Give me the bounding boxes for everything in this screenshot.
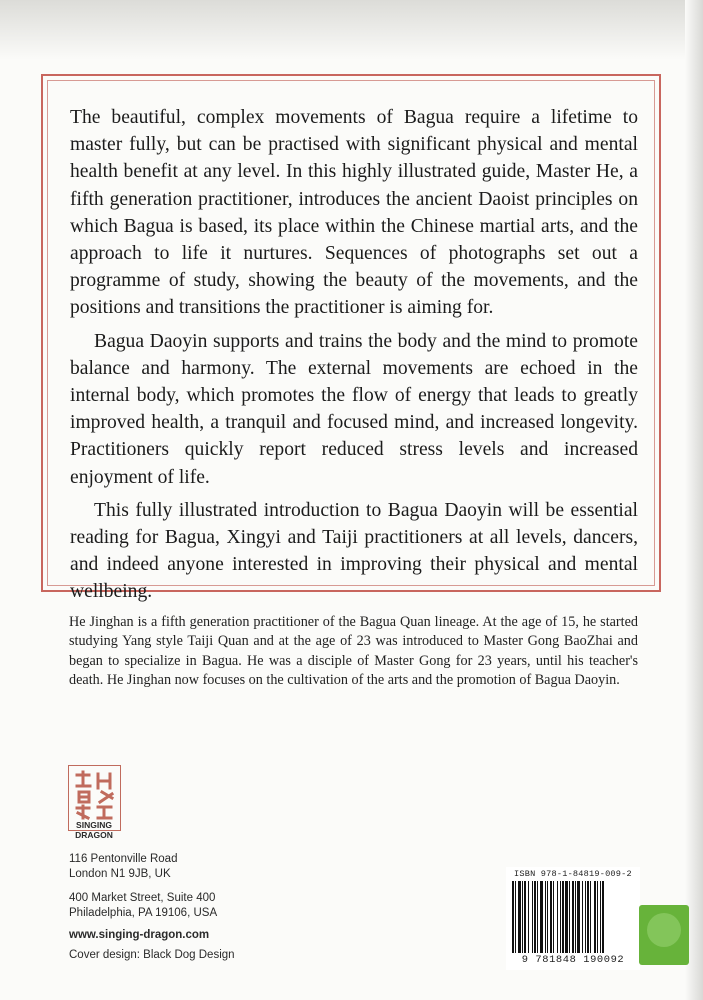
- blurb-paragraph-1: The beautiful, complex movements of Bagua require a lifetime to master fully, but can be practised with significant physical and mental health benefit at any level. In this highly illustrated guide, Master He, a fifth generation practitioner, introduces the ancient Daoist principles on which Bagua is based, its place within the Chinese martial arts, and the approach to life it nurtures. Sequences of photographs set out a programme of study, showing the beauty of the movements, and the positions and transitions the practitioner is aiming for.: [70, 107, 638, 319]
- isbn-label: ISBN 978-1-84819-009-2: [514, 869, 632, 879]
- address-uk-line-1: 116 Pentonville Road: [69, 853, 178, 865]
- price-sticker: [639, 905, 689, 965]
- right-edge-shadow: [685, 0, 703, 1000]
- address-us-line-2: Philadelphia, PA 19106, USA: [69, 907, 218, 919]
- blurb-paragraph-2: Bagua Daoyin supports and trains the body and the mind to promote balance and harmony. The external movements are echoed in the internal body, which promotes the flow of energy that leads to greatly improved health, a tranquil and focused mind, and increased longevity. Practitioners quickly report reduced stress levels and increased enjoyment of life.: [70, 330, 638, 488]
- isbn-digits: 9 781848 190092: [521, 954, 625, 966]
- blurb-text: [70, 104, 638, 606]
- cover-design-credit: Cover design: Black Dog Design: [69, 949, 235, 961]
- top-edge-shadow: [0, 0, 703, 60]
- logo-line-2: DRAGON: [75, 830, 113, 840]
- publisher-website: www.singing-dragon.com: [69, 929, 210, 941]
- address-us-line-1: 400 Market Street, Suite 400: [69, 892, 216, 904]
- author-bio: He Jinghan is a fifth generation practitioner of the Bagua Quan lineage. At the age of 15, he started studying Yang style Taiji Quan and at the age of 23 was introduced to Master Gong BaoZhai and began to specialize in Bagua. He was a disciple of Master Gong for 23 years, until his teacher's death. He Jinghan now focuses on the cultivation of the arts and the promotion of Bagua Daoyin.: [69, 614, 638, 689]
- logo-line-1: SINGING: [76, 820, 112, 830]
- seal-glyph-icon: [69, 766, 120, 822]
- blurb-paragraph-3: This fully illustrated introduction to Bagua Daoyin will be essential reading for Bagua, Xingyi and Taiji practitioners at all levels, dancers, and indeed anyone interested in improving their physical and mental wellbeing.: [70, 499, 638, 603]
- isbn-barcode-block: [506, 867, 640, 970]
- logo-wordmark: [66, 820, 122, 840]
- address-uk-line-2: London N1 9JB, UK: [69, 868, 171, 880]
- barcode-icon: [510, 881, 636, 955]
- publisher-addresses: [69, 852, 217, 921]
